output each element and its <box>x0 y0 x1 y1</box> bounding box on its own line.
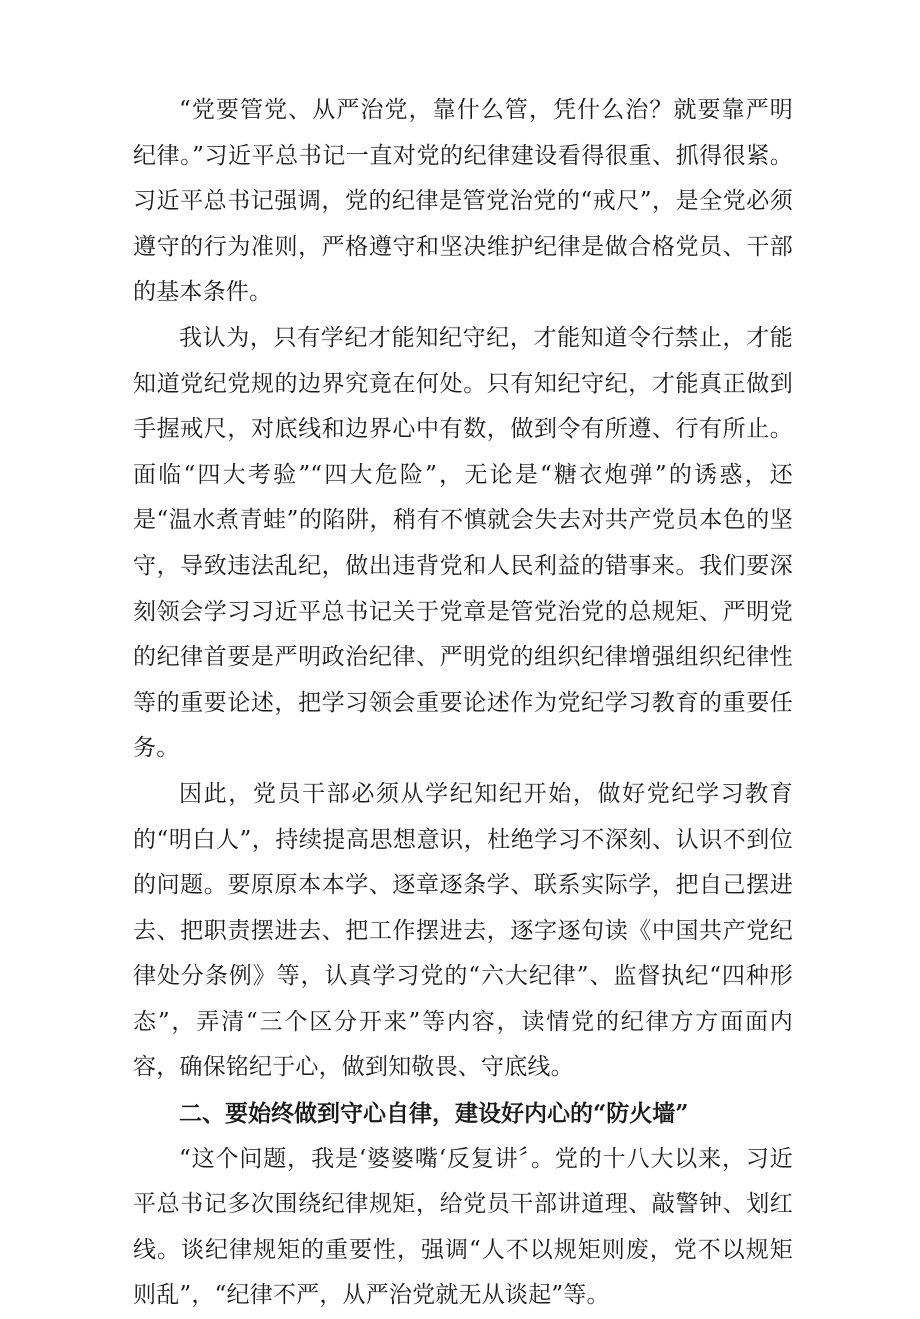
paragraph-4: “这个问题，我是‘婆婆嘴‘反复讲〞。党的十八大以来，习近平总书记多次围绕纪律规矩，给党员干部讲道理、敲警钟、划红线。谈纪律规矩的重要性，强调“人不以规矩则废，党不以规矩则乱”，“纪律不严，从严治党就无从谈起”等。 <box>133 1145 793 1309</box>
paragraph-1: “党要管党、从严治党，靠什么管，凭什么治？就要靠严明纪律。”习近平总书记一直对党的纪律建设看得很重、抓得很紧。习近平总书记强调，党的纪律是管党治党的“戒尺”，是全党必须遵守的行为准则，严格遵守和坚决维护纪律是做合格党员、干部的基本条件。 <box>133 97 793 306</box>
section-heading: 二、要始终做到守心自律，建设好内心的“防火墙” <box>179 1100 689 1128</box>
paragraph-2: 我认为，只有学纪才能知纪守纪，才能知道令行禁止，才能知道党纪党规的边界究竟在何处。只有知纪守纪，才能真正做到手握戒尺，对底线和边界心中有数，做到令有所遵、行有所止。面临“四大考验”“四大危险”，无论是“糖衣炮弹”的诱惑，还是“温水煮青蛙”的陷阱，稍有不慎就会失去对共产党员本色的坚守，导致违法乱纪，做出违背党和人民利益的错事来。我们要深刻领会学习习近平总书记关于党章是管党治党的总规矩、严明党的纪律首要是严明政治纪律、严明党的组织纪律增强组织纪律性等的重要论述，把学习领会重要论述作为党纪学习教育的重要任务。 <box>133 324 793 762</box>
paragraph-3: 因此，党员干部必须从学纪知纪开始，做好党纪学习教育的“明白人”，持续提高思想意识，杜绝学习不深刻、认识不到位的问题。要原原本本学、逐章逐条学、联系实际学，把自己摆进去、把职责摆进去、把工作摆进去，逐字逐句读《中国共产党纪律处分条例》等，认真学习党的“六大纪律”、监督执纪“四种形态”，弄清“三个区分开来”等内容，读情党的纪律方方面面内容，确保铭纪于心，做到知敬畏、守底线。 <box>133 780 793 1081</box>
document-body <box>133 88 793 1319</box>
